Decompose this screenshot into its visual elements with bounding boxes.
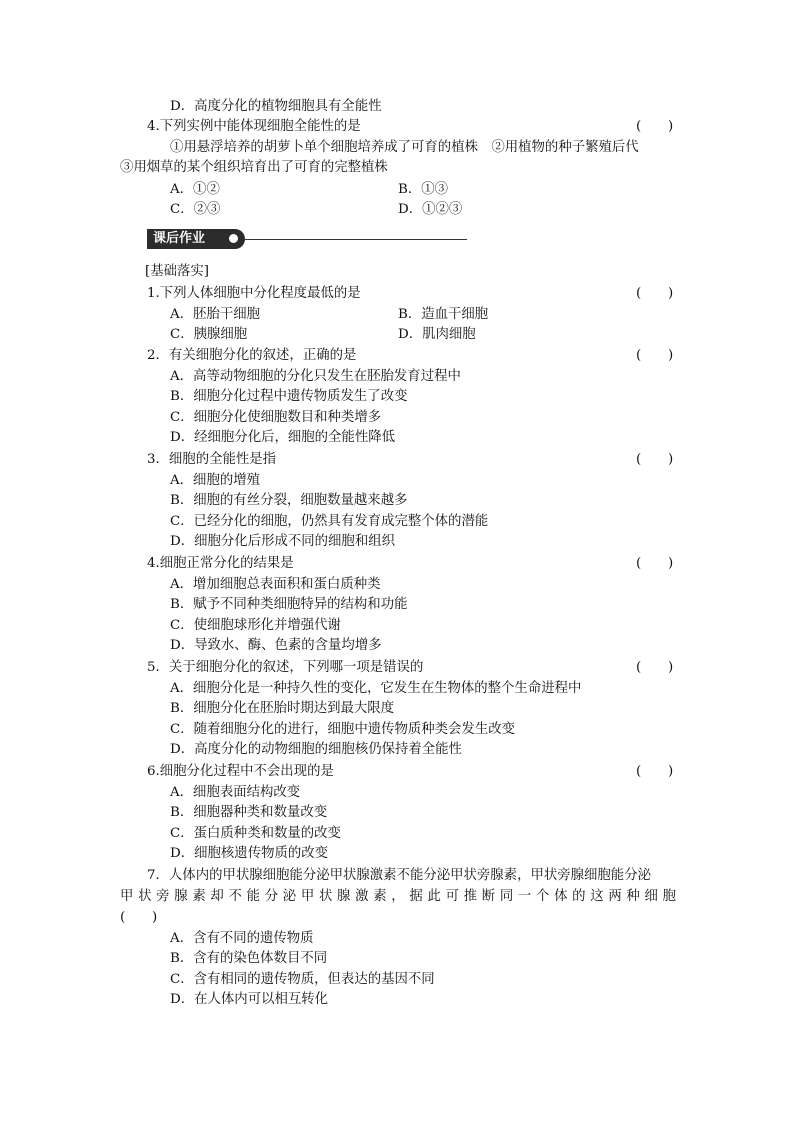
pre-q4-option-d: D．①②③ (398, 202, 463, 217)
q1-option-d: D．肌肉细胞 (398, 327, 476, 342)
pre-q4-item-line1: ①用悬浮培养的胡萝卜单个细胞培养成了可育的植株 ②用植物的种子繁殖后代 (170, 140, 639, 155)
q1-stem: 1.下列人体细胞中分化程度最低的是 (147, 286, 361, 301)
q5-stem: 5．关于细胞分化的叙述，下列哪一项是错误的 (147, 660, 424, 675)
q6-stem: 6.细胞分化过程中不会出现的是 (147, 764, 334, 779)
q6-answer-paren: ( ) (636, 764, 674, 779)
pre-q4-item-line2: ③用烟草的某个组织培育出了可育的完整植株 (120, 160, 388, 175)
q2-stem: 2．有关细胞分化的叙述，正确的是 (147, 348, 357, 363)
q6-option-a: A．细胞表面结构改变 (170, 785, 301, 800)
q3-option-c: C．已经分化的细胞，仍然具有发育成完整个体的潜能 (170, 514, 489, 529)
q4-stem: 4.细胞正常分化的结果是 (147, 556, 294, 571)
q6-option-b: B．细胞器种类和数量改变 (170, 805, 328, 820)
pre-q4-answer-paren: ( ) (636, 119, 674, 134)
bullet-dot-icon (229, 234, 238, 243)
q5-option-a: A．细胞分化是一种持久性的变化，它发生在生物体的整个生命进程中 (170, 681, 582, 696)
q4-option-a: A．增加细胞总表面积和蛋白质种类 (170, 577, 381, 592)
q2-option-a: A．高等动物细胞的分化只发生在胚胎发育过程中 (170, 369, 461, 384)
q1-answer-paren: ( ) (636, 286, 674, 301)
pre-q4-option-b: B．①③ (398, 182, 449, 197)
q5-answer-paren: ( ) (636, 660, 674, 675)
q5-option-b: B．细胞分化在胚胎时期达到最大限度 (170, 701, 395, 716)
q7-option-b: B．含有的染色体数目不同 (170, 951, 328, 966)
section-banner-text: 课后作业 (153, 231, 206, 246)
prev-option-d: D．高度分化的植物细胞具有全能性 (170, 99, 382, 114)
pre-q4-stem: 4.下列实例中能体现细胞全能性的是 (147, 119, 361, 134)
q3-option-a: A．细胞的增殖 (170, 473, 261, 488)
q2-answer-paren: ( ) (636, 348, 674, 363)
q3-option-b: B．细胞的有丝分裂，细胞数量越来越多 (170, 493, 408, 508)
section-divider (245, 239, 467, 240)
q7-stem-line2: 甲状旁腺素却不能分泌甲状腺激素，据此可推断同一个体的这两种细胞 (120, 889, 676, 904)
q2-option-c: C．细胞分化使细胞数目和种类增多 (170, 410, 382, 425)
q4-option-d: D．导致水、酶、色素的含量均增多 (170, 638, 382, 653)
section-banner-label (147, 229, 245, 249)
q7-option-d: D．在人体内可以相互转化 (170, 992, 329, 1007)
q3-answer-paren: ( ) (636, 452, 674, 467)
q7-option-c: C．含有相同的遗传物质，但表达的基因不同 (170, 972, 435, 987)
q3-stem: 3．细胞的全能性是指 (147, 452, 277, 467)
q3-option-d: D．细胞分化后形成不同的细胞和组织 (170, 534, 395, 549)
q2-option-d: D．经细胞分化后，细胞的全能性降低 (170, 430, 395, 445)
pre-q4-option-c: C．②③ (170, 202, 221, 217)
q1-option-a: A．胚胎干细胞 (170, 307, 261, 322)
q6-option-c: C．蛋白质种类和数量的改变 (170, 826, 341, 841)
pre-q4-option-a: A．①② (170, 182, 220, 197)
q7-stem-line1: 7．人体内的甲状腺细胞能分泌甲状腺激素不能分泌甲状旁腺素，甲状旁腺细胞能分泌 (147, 868, 651, 883)
q1-option-c: C．胰腺细胞 (170, 327, 248, 342)
q2-option-b: B．细胞分化过程中遗传物质发生了改变 (170, 389, 408, 404)
section-banner (147, 228, 467, 250)
q5-option-d: D．高度分化的动物细胞的细胞核仍保持着全能性 (170, 742, 462, 757)
q6-option-d: D．细胞核遗传物质的改变 (170, 846, 329, 861)
section-subtitle: [基础落实] (145, 264, 210, 279)
q7-option-a: A．含有不同的遗传物质 (170, 931, 314, 946)
q1-option-b: B．造血干细胞 (398, 307, 489, 322)
q7-answer-paren: ( ) (120, 910, 158, 925)
q4-answer-paren: ( ) (636, 556, 674, 571)
q5-option-c: C．随着细胞分化的进行，细胞中遗传物质种类会发生改变 (170, 722, 516, 737)
q4-option-c: C．使细胞球形化并增强代谢 (170, 618, 341, 633)
q4-option-b: B．赋予不同种类细胞特异的结构和功能 (170, 597, 408, 612)
